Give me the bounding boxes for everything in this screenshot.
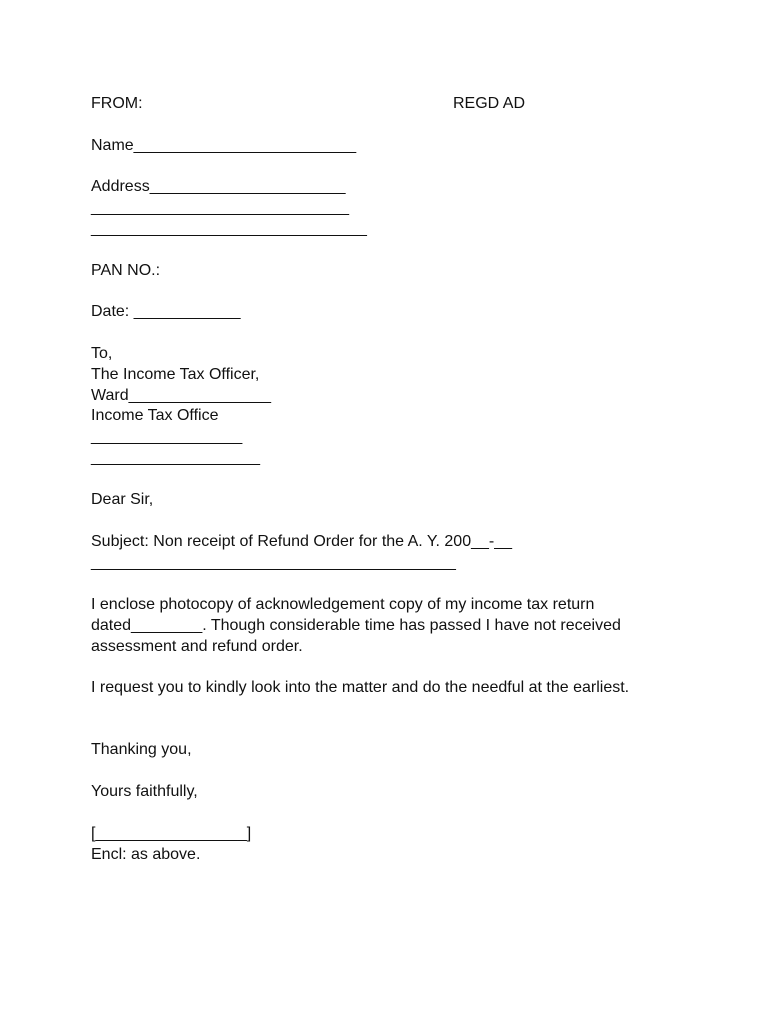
- office-label: Income Tax Office: [91, 407, 219, 424]
- pan-label: PAN NO.:: [91, 262, 161, 279]
- from-label: FROM:: [91, 95, 143, 112]
- subject-blank-line: _________________________________________: [91, 554, 456, 571]
- salutation: Dear Sir,: [91, 491, 154, 508]
- signature-line: [_________________]: [91, 825, 252, 842]
- address-field-line-1: Address______________________: [91, 178, 346, 195]
- recipient-title: The Income Tax Officer,: [91, 366, 260, 383]
- name-field-line: Name_________________________: [91, 137, 357, 154]
- closing-line: Yours faithfully,: [91, 783, 198, 800]
- address-field-line-2: _____________________________: [91, 199, 350, 216]
- thanks-line: Thanking you,: [91, 741, 192, 758]
- enclosure-line: Encl: as above.: [91, 846, 201, 863]
- regd-ad-label: REGD AD: [453, 95, 526, 112]
- address-field-line-3: _______________________________: [91, 220, 367, 237]
- office-blank-line-2: ___________________: [91, 449, 261, 466]
- date-field-line: Date: ____________: [91, 303, 241, 320]
- body-paragraph-1: I enclose photocopy of acknowledgement copy of my income tax return dated________. Though considerable time has passed I have not received assessment and refund order.: [91, 596, 621, 655]
- ward-field-line: Ward________________: [91, 387, 272, 404]
- to-label: To,: [91, 345, 113, 362]
- subject-line: Subject: Non receipt of Refund Order for the A. Y. 200__-__: [91, 533, 513, 550]
- body-paragraph-2: I request you to kindly look into the matter and do the needful at the earliest.: [91, 679, 630, 696]
- office-blank-line-1: _________________: [91, 428, 243, 445]
